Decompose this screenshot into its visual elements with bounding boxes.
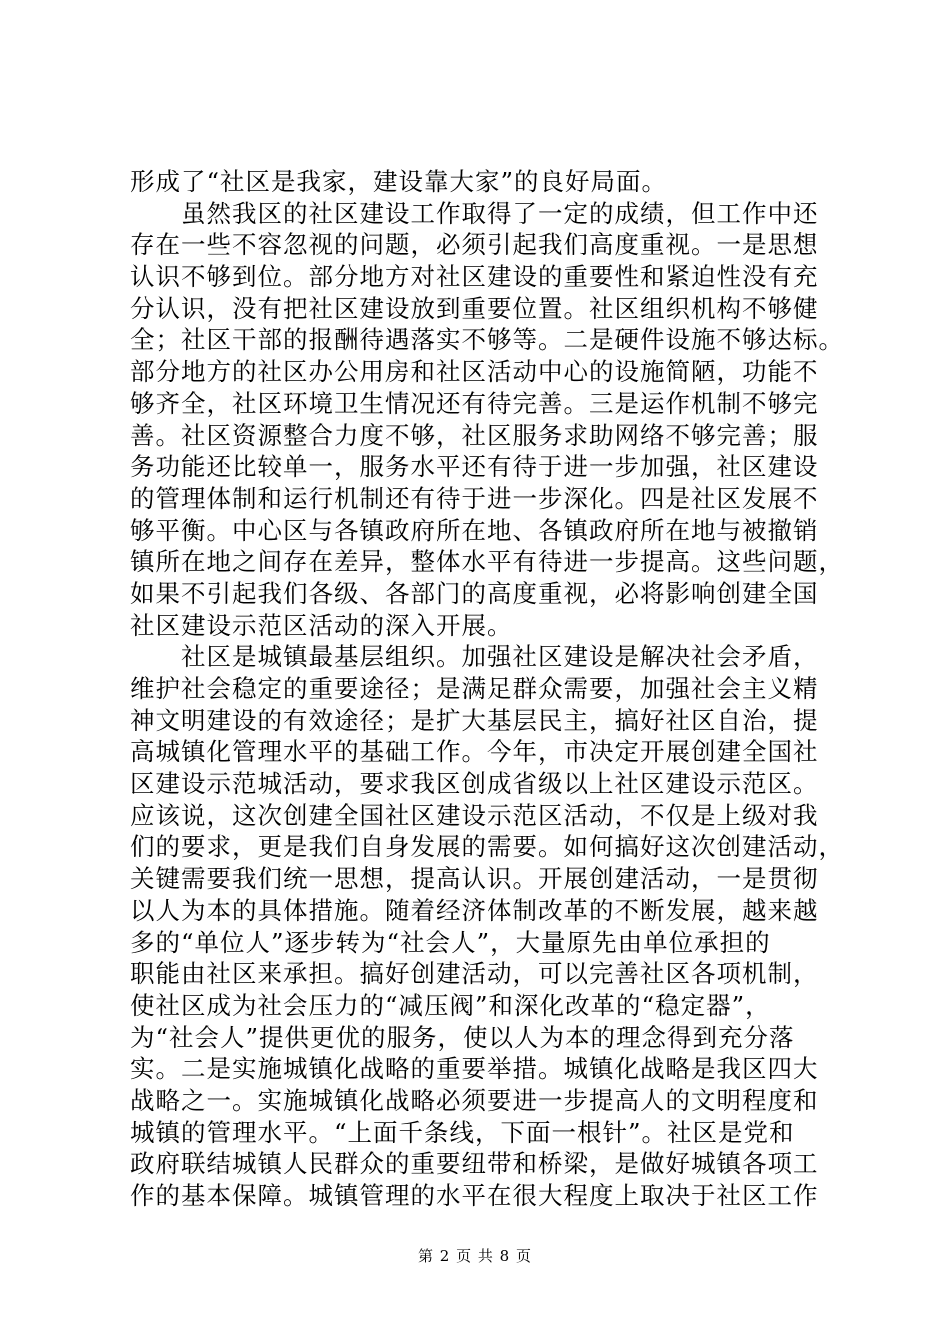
page-footer: 第 2 页 共 8 页: [418, 1247, 532, 1265]
text-line: 实。二是实施城镇化战略的重要举措。城镇化战略是我区四大: [130, 1054, 819, 1084]
text-line: 应该说，这次创建全国社区建设示范区活动，不仅是上级对我: [130, 800, 819, 830]
text-line: 全；社区干部的报酬待遇落实不够等。二是硬件设施不够达标。: [130, 325, 844, 355]
text-line: 虽然我区的社区建设工作取得了一定的成绩，但工作中还: [130, 198, 819, 228]
text-line: 为“社会人”提供更优的服务，使以人为本的理念得到充分落: [130, 1022, 795, 1052]
text-line: 关键需要我们统一思想，提高认识。开展创建活动，一是贯彻: [130, 864, 819, 894]
text-line: 以人为本的具体措施。随着经济体制改革的不断发展，越来越: [130, 895, 819, 925]
text-line: 们的要求，更是我们自身发展的需要。如何搞好这次创建活动，: [130, 832, 844, 862]
text-line: 够齐全，社区环境卫生情况还有待完善。三是运作机制不够完: [130, 388, 819, 418]
text-line: 多的“单位人”逐步转为“社会人”，大量原先由单位承担的: [130, 927, 771, 957]
text-line: 使社区成为社会压力的“减压阀”和深化改革的“稳定器”，: [130, 990, 771, 1020]
text-line: 政府联结城镇人民群众的重要纽带和桥梁，是做好城镇各项工: [130, 1149, 819, 1179]
text-line: 战略之一。实施城镇化战略必须要进一步提高人的文明程度和: [130, 1085, 819, 1115]
text-line: 如果不引起我们各级、各部门的高度重视，必将影响创建全国: [130, 578, 819, 608]
body-text: [130, 166, 844, 1212]
text-line: 区建设示范城活动，要求我区创成省级以上社区建设示范区。: [130, 769, 819, 799]
text-line: 社区建设示范区活动的深入开展。: [130, 610, 513, 640]
text-line: 认识不够到位。部分地方对社区建设的重要性和紧迫性没有充: [130, 262, 819, 292]
text-line: 的管理体制和运行机制还有待于进一步深化。四是社区发展不: [130, 483, 819, 513]
text-line: 高城镇化管理水平的基础工作。今年，市决定开展创建全国社: [130, 737, 819, 767]
text-line: 分认识，没有把社区建设放到重要位置。社区组织机构不够健: [130, 293, 819, 323]
text-line: 务功能还比较单一，服务水平还有待于进一步加强，社区建设: [130, 452, 819, 482]
text-line: 镇所在地之间存在差异，整体水平有待进一步提高。这些问题，: [130, 547, 844, 577]
text-line: 部分地方的社区办公用房和社区活动中心的设施简陋，功能不: [130, 357, 819, 387]
text-line: 存在一些不容忽视的问题，必须引起我们高度重视。一是思想: [130, 230, 819, 260]
text-line: 够平衡。中心区与各镇政府所在地、各镇政府所在地与被撤销: [130, 515, 819, 545]
text-line: 作的基本保障。城镇管理的水平在很大程度上取决于社区工作: [130, 1181, 819, 1210]
text-line: 神文明建设的有效途径；是扩大基层民主，搞好社区自治，提: [130, 705, 819, 735]
text-line: 城镇的管理水平。“上面千条线，下面一根针”。社区是党和: [130, 1117, 795, 1147]
text-line: 维护社会稳定的重要途径；是满足群众需要，加强社会主义精: [130, 674, 819, 703]
text-line: 职能由社区来承担。搞好创建活动，可以完善社区各项机制，: [130, 959, 819, 989]
text-line: 形成了“社区是我家，建设靠大家”的良好局面。: [130, 167, 668, 196]
text-line: 社区是城镇最基层组织。加强社区建设是解决社会矛盾，: [130, 642, 819, 672]
text-line: 善。社区资源整合力度不够，社区服务求助网络不够完善；服: [130, 420, 819, 450]
